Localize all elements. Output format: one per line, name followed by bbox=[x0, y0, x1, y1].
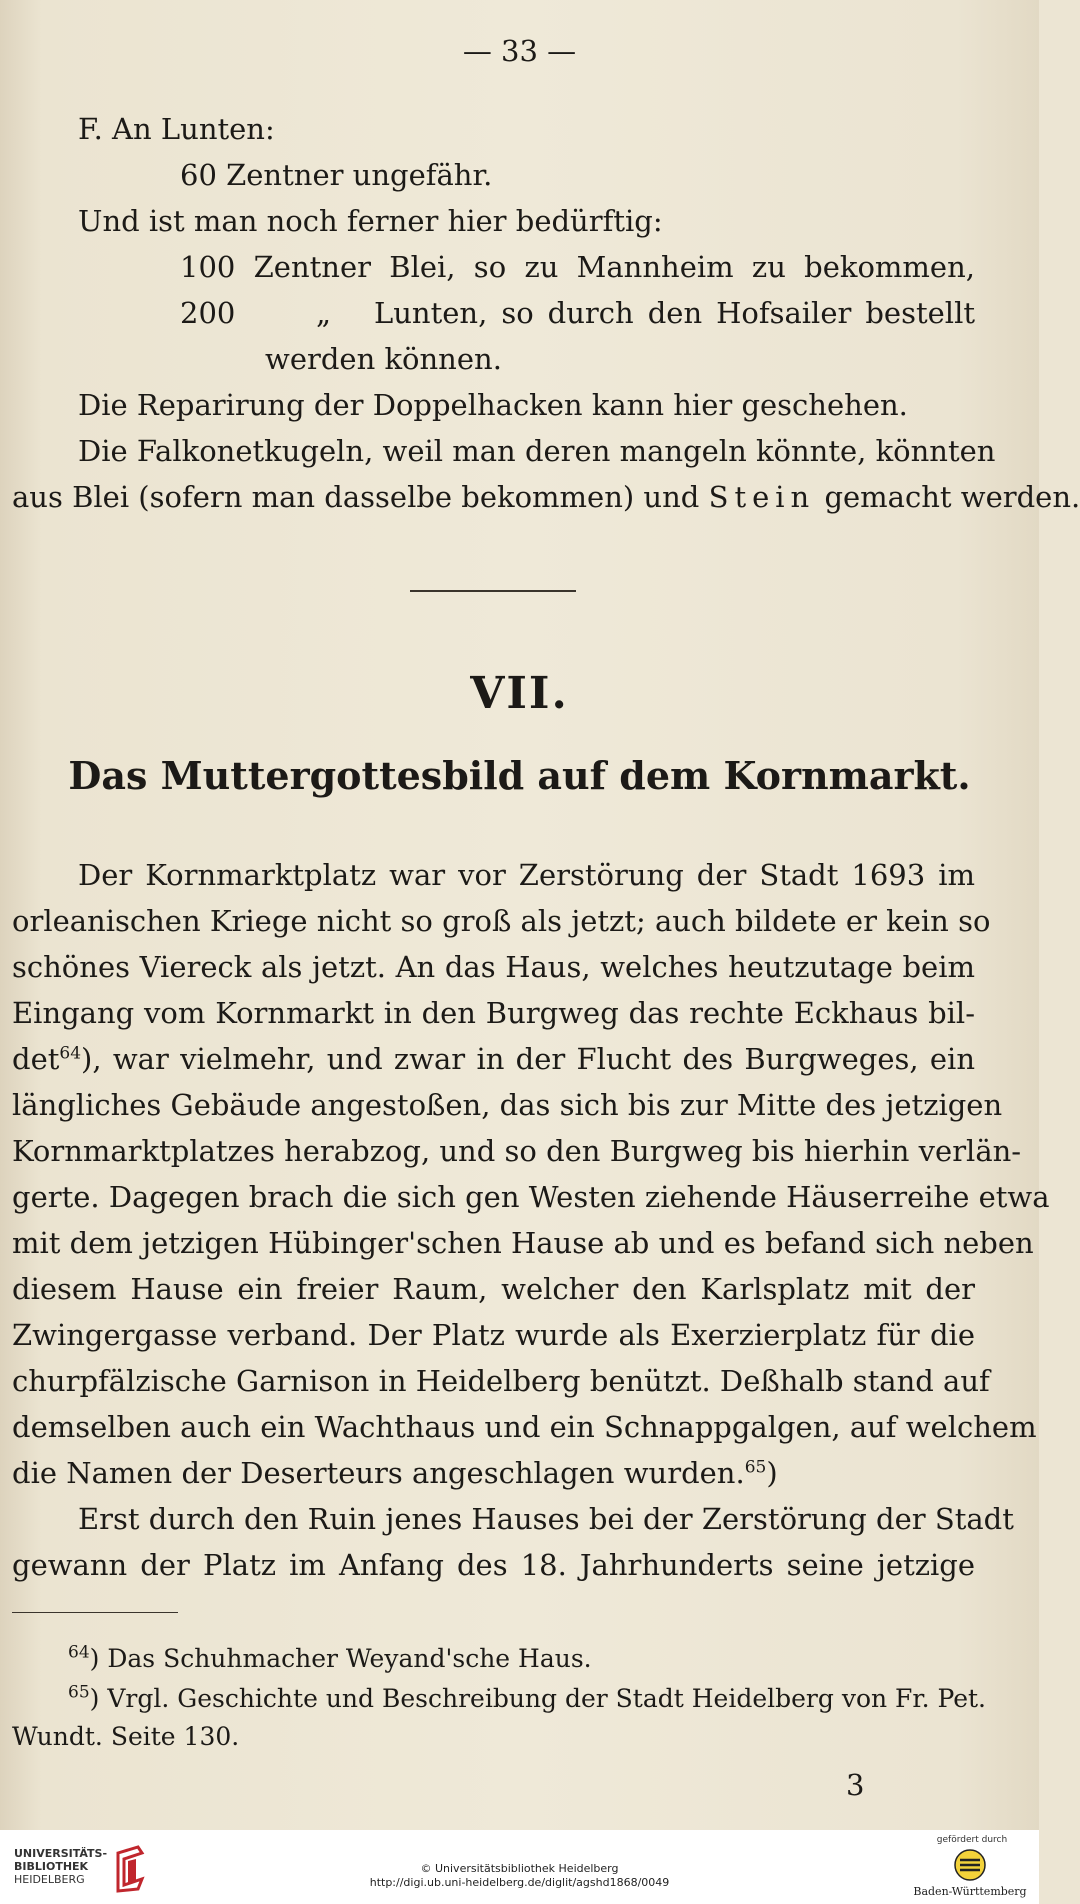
footnote-text: ) Das Schuhmacher Weyand'sche Haus. bbox=[89, 1644, 592, 1673]
library-name-line1: UNIVERSITÄTS- bbox=[14, 1847, 108, 1860]
text-line: churpfälzische Garnison in Heidelberg benützt. Deßhalb stand auf bbox=[12, 1364, 990, 1398]
text-line: werden können. bbox=[265, 342, 502, 376]
footnote-ref: 64 bbox=[59, 1043, 82, 1064]
section-divider bbox=[410, 590, 576, 592]
emphasized-word: Stein bbox=[708, 480, 816, 514]
text-line bbox=[12, 1042, 975, 1076]
text-line: gerte. Dagegen brach die sich gen Westen ziehende Häuserreihe etwa bbox=[12, 1180, 1050, 1214]
signature-mark: 3 bbox=[846, 1768, 865, 1802]
funded-by-label: gefördert durch bbox=[936, 1835, 1008, 1845]
text-line bbox=[12, 480, 1080, 514]
text-line: Erst durch den Ruin jenes Hauses bei der Zerstörung der Stadt bbox=[78, 1502, 1014, 1536]
funder-name: Baden-Württemberg bbox=[913, 1885, 1027, 1898]
chapter-number: VII. bbox=[470, 668, 569, 719]
text-line: mit dem jetzigen Hübinger'schen Hause ab und es befand sich neben bbox=[12, 1226, 1034, 1260]
text-span: gemacht werden. bbox=[824, 480, 1080, 514]
text-line: demselben auch ein Wachthaus und ein Schnappgalgen, auf welchem bbox=[12, 1410, 1037, 1444]
text-line: gewann der Platz im Anfang des 18. Jahrhunderts seine jetzige bbox=[12, 1548, 975, 1582]
permalink[interactable]: http://digi.ub.uni-heidelberg.de/diglit/agshd1868/0049 bbox=[369, 1876, 670, 1889]
text-line: Zwingergasse verband. Der Platz wurde als Exerzierplatz für die bbox=[12, 1318, 975, 1352]
text-line: Die Falkonetkugeln, weil man deren mangeln könnte, könnten bbox=[78, 434, 996, 468]
text-span: ), war vielmehr, und zwar in der Flucht des Burgweges, ein bbox=[81, 1042, 975, 1076]
text-line: längliches Gebäude angestoßen, das sich bis zur Mitte des jetzigen bbox=[12, 1088, 1003, 1122]
text-span: aus Blei (sofern man dasselbe bekommen) und bbox=[12, 480, 700, 514]
library-name-line3: HEIDELBERG bbox=[14, 1873, 85, 1886]
text-line: F. An Lunten: bbox=[78, 112, 275, 146]
text-span: die Namen der Deserteurs angeschlagen wurden. bbox=[12, 1456, 745, 1490]
footnote-ref: 65 bbox=[744, 1457, 767, 1478]
footnote-number: 65 bbox=[68, 1682, 90, 1703]
baden-wuerttemberg-shield-icon bbox=[952, 1848, 988, 1882]
text-span: det bbox=[12, 1042, 60, 1076]
footnote bbox=[68, 1682, 986, 1714]
text-line: Kornmarktplatzes herabzog, und so den Burgweg bis hierhin verlän- bbox=[12, 1134, 1022, 1168]
text-line: Eingang vom Kornmarkt in den Burgweg das rechte Eckhaus bil- bbox=[12, 996, 975, 1030]
text-line bbox=[12, 1456, 778, 1490]
footnote-number: 64 bbox=[68, 1642, 90, 1663]
text-span: ) bbox=[766, 1456, 778, 1490]
footnote-rule bbox=[12, 1612, 178, 1613]
library-name-line2: BIBLIOTHEK bbox=[14, 1860, 89, 1873]
page-number-header: — 33 — bbox=[462, 34, 577, 68]
text-line: 200 bbox=[180, 296, 236, 330]
text-line: schönes Viereck als jetzt. An das Haus, welches heutzutage beim bbox=[12, 950, 975, 984]
text-line: Lunten, so durch den Hofsailer bestellt bbox=[374, 296, 975, 330]
text-line: Der Kornmarktplatz war vor Zerstörung der Stadt 1693 im bbox=[78, 858, 975, 892]
text-line: orleanischen Kriege nicht so groß als jetzt; auch bildete er kein so bbox=[12, 904, 991, 938]
text-line: 100 Zentner Blei, so zu Mannheim zu bekommen, bbox=[180, 250, 975, 284]
text-line: Die Reparirung der Doppelhacken kann hier geschehen. bbox=[78, 388, 908, 422]
copyright-text: © Universitätsbibliothek Heidelberg bbox=[420, 1862, 619, 1875]
text-line: 60 Zentner ungefähr. bbox=[180, 158, 493, 192]
footnote bbox=[68, 1644, 592, 1674]
footnote-text: ) Vrgl. Geschichte und Beschreibung der Stadt Heidelberg von Fr. Pet. bbox=[89, 1684, 986, 1713]
text-line: diesem Hause ein freier Raum, welcher den Karlsplatz mit der bbox=[12, 1272, 975, 1306]
text-line: Und ist man noch ferner hier bedürftig: bbox=[78, 204, 663, 238]
ditto-mark: „ bbox=[316, 296, 332, 330]
chapter-title: Das Muttergottesbild auf dem Kornmarkt. bbox=[68, 753, 971, 798]
footnote-continuation: Wundt. Seite 130. bbox=[12, 1722, 240, 1751]
